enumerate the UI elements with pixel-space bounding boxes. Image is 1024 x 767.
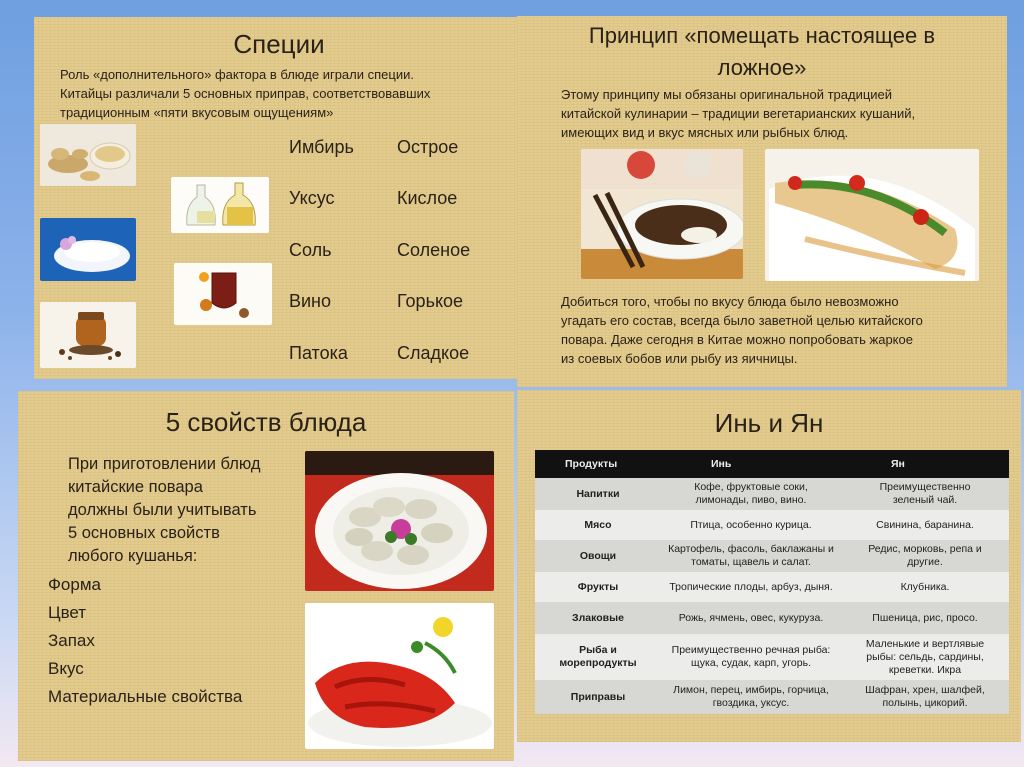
cell-line: Приправы	[570, 690, 626, 703]
table-header	[535, 450, 1009, 478]
text-line: должны были учитывать	[68, 501, 257, 519]
cell-line: рыбы: сельдь, сардины,	[866, 650, 984, 663]
text-line: имеющих вид и вкус мясных или рыбных блюд.	[561, 125, 849, 140]
yang-cell	[841, 478, 1009, 510]
text-line: Китайцы различали 5 основных приправ, соответствовавших	[60, 86, 431, 101]
yin-cell	[661, 572, 841, 602]
taste-name: Горькое	[397, 291, 464, 311]
cell-line: гвоздика, уксус.	[712, 697, 790, 709]
yang-cell	[841, 510, 1009, 540]
cell-line: Клубника.	[900, 580, 950, 593]
cell-line: другие.	[907, 556, 943, 568]
cell-line: Овощи	[579, 549, 617, 562]
yin-yang-table	[535, 450, 1009, 714]
taste-name: Острое	[397, 137, 459, 157]
yin-cell	[661, 602, 841, 634]
column-header: Инь	[661, 450, 841, 478]
product-cell	[535, 602, 661, 634]
slide-spices	[34, 17, 524, 379]
molasses-image	[40, 302, 136, 368]
salt-image	[40, 218, 136, 281]
yang-cell	[841, 602, 1009, 634]
yin-cell	[661, 478, 841, 510]
cell-line: Кофе, фруктовые соки,	[694, 481, 808, 493]
property-item: Форма	[48, 575, 101, 594]
slide-title: 5 свойств блюда	[165, 407, 367, 437]
table-row	[535, 510, 1009, 540]
intro-text	[68, 453, 260, 568]
table-row	[535, 680, 1009, 714]
column-header: Продукты	[535, 450, 661, 478]
ginger-image	[40, 124, 136, 186]
yang-cell	[841, 634, 1009, 680]
cell-line: Лимон, перец, имбирь, горчица,	[673, 684, 829, 696]
cell-line: Пшеница, рис, просо.	[872, 611, 978, 624]
slide-title: Специи	[233, 29, 325, 59]
text-line: китайской кулинарии – традиции вегетарианских кушаний,	[561, 106, 916, 121]
paragraph-2	[561, 292, 1001, 368]
pepper-dish-image	[305, 603, 494, 749]
yin-cell	[661, 510, 841, 540]
slide-principle	[517, 16, 1007, 387]
cell-line: Свинина, баранина.	[876, 518, 974, 531]
yin-cell	[661, 680, 841, 714]
taste-name: Сладкое	[397, 343, 470, 363]
cell-line: Фрукты	[577, 580, 619, 593]
dumplings-image	[305, 451, 494, 591]
cell-line: Преимущественно речная рыба:	[671, 644, 831, 656]
cell-line: томаты, щавель и салат.	[691, 556, 811, 568]
soy-dish-image	[581, 149, 743, 279]
cell-line: Напитки	[576, 487, 620, 500]
title-line: Принцип «помещать настоящее в	[588, 23, 936, 48]
text-line: традиционным «пяти вкусовым ощущениям»	[60, 105, 334, 120]
property-item: Цвет	[48, 603, 87, 622]
product-cell	[535, 572, 661, 602]
text-line: из соевых бобов или рыбу из яичницы.	[561, 351, 798, 366]
property-item: Материальные свойства	[48, 687, 243, 706]
table-row	[535, 478, 1009, 510]
table-row	[535, 540, 1009, 572]
cell-line: полынь, цикорий.	[882, 697, 968, 709]
title-line: ложное»	[717, 55, 807, 80]
cell-line: Мясо	[584, 518, 612, 531]
column-header: Ян	[841, 450, 1009, 478]
spice-name: Вино	[289, 291, 332, 311]
spice-name: Уксус	[289, 188, 335, 208]
yang-cell	[841, 572, 1009, 602]
cell-line: Птица, особенно курица.	[690, 518, 812, 531]
cell-line: Картофель, фасоль, баклажаны и	[668, 543, 834, 555]
cell-line: Злаковые	[572, 611, 624, 624]
cell-line: Шафран, хрен, шалфей,	[865, 684, 985, 696]
cell-line: Рыба и	[579, 644, 617, 656]
paragraph-1	[561, 85, 1001, 142]
product-cell	[535, 540, 661, 572]
intro-text	[60, 65, 520, 122]
text-line: Этому принципу мы обязаны оригинальной традицией	[561, 87, 893, 102]
cell-line: Рожь, ячмень, овес, кукуруза.	[678, 611, 824, 624]
slide-five-properties	[18, 391, 514, 761]
vinegar-image	[171, 177, 269, 233]
text-line: повара. Даже сегодня в Китае можно попробовать жаркое	[561, 332, 913, 347]
property-item: Вкус	[48, 659, 84, 678]
yang-cell	[841, 540, 1009, 572]
cell-line: Тропические плоды, арбуз, дыня.	[669, 580, 833, 593]
slide-title	[517, 20, 1007, 84]
yin-cell	[661, 634, 841, 680]
cell-line: Редис, морковь, репа и	[868, 543, 982, 555]
text-line: китайские повара	[68, 478, 203, 496]
text-line: угадать его состав, всегда было заветной целью китайского	[561, 313, 923, 328]
slide-title: Инь и Ян	[714, 408, 824, 438]
cell-line: креветки. Икра	[888, 663, 962, 676]
wine-image	[174, 263, 272, 325]
product-cell	[535, 634, 661, 680]
cell-line: морепродукты	[559, 657, 637, 669]
text-line: любого кушанья:	[68, 547, 198, 565]
text-line: Добиться того, чтобы по вкусу блюда было невозможно	[561, 294, 899, 309]
table-row	[535, 634, 1009, 680]
cell-line: щука, судак, карп, угорь.	[691, 657, 811, 669]
product-cell	[535, 680, 661, 714]
taste-name: Кислое	[397, 188, 458, 208]
text-line: 5 основных свойств	[68, 524, 220, 542]
fish-dish-image	[765, 149, 979, 281]
spice-name: Патока	[289, 343, 348, 363]
slide-yin-yang	[517, 390, 1021, 742]
yang-cell	[841, 680, 1009, 714]
taste-name: Соленое	[397, 240, 471, 260]
product-cell	[535, 510, 661, 540]
spice-name: Соль	[289, 240, 332, 260]
cell-line: лимонады, пиво, вино.	[695, 494, 807, 506]
cell-line: зеленый чай.	[892, 494, 958, 506]
cell-line: Маленькие и вертлявые	[865, 637, 985, 650]
cell-line: Преимущественно	[879, 481, 971, 493]
spice-name: Имбирь	[289, 137, 354, 157]
table-row	[535, 572, 1009, 602]
yin-cell	[661, 540, 841, 572]
text-line: Роль «дополнительного» фактора в блюде играли специи.	[60, 67, 414, 82]
text-line: При приготовлении блюд	[68, 455, 261, 473]
table-row	[535, 602, 1009, 634]
product-cell	[535, 478, 661, 510]
property-item: Запах	[48, 631, 95, 650]
